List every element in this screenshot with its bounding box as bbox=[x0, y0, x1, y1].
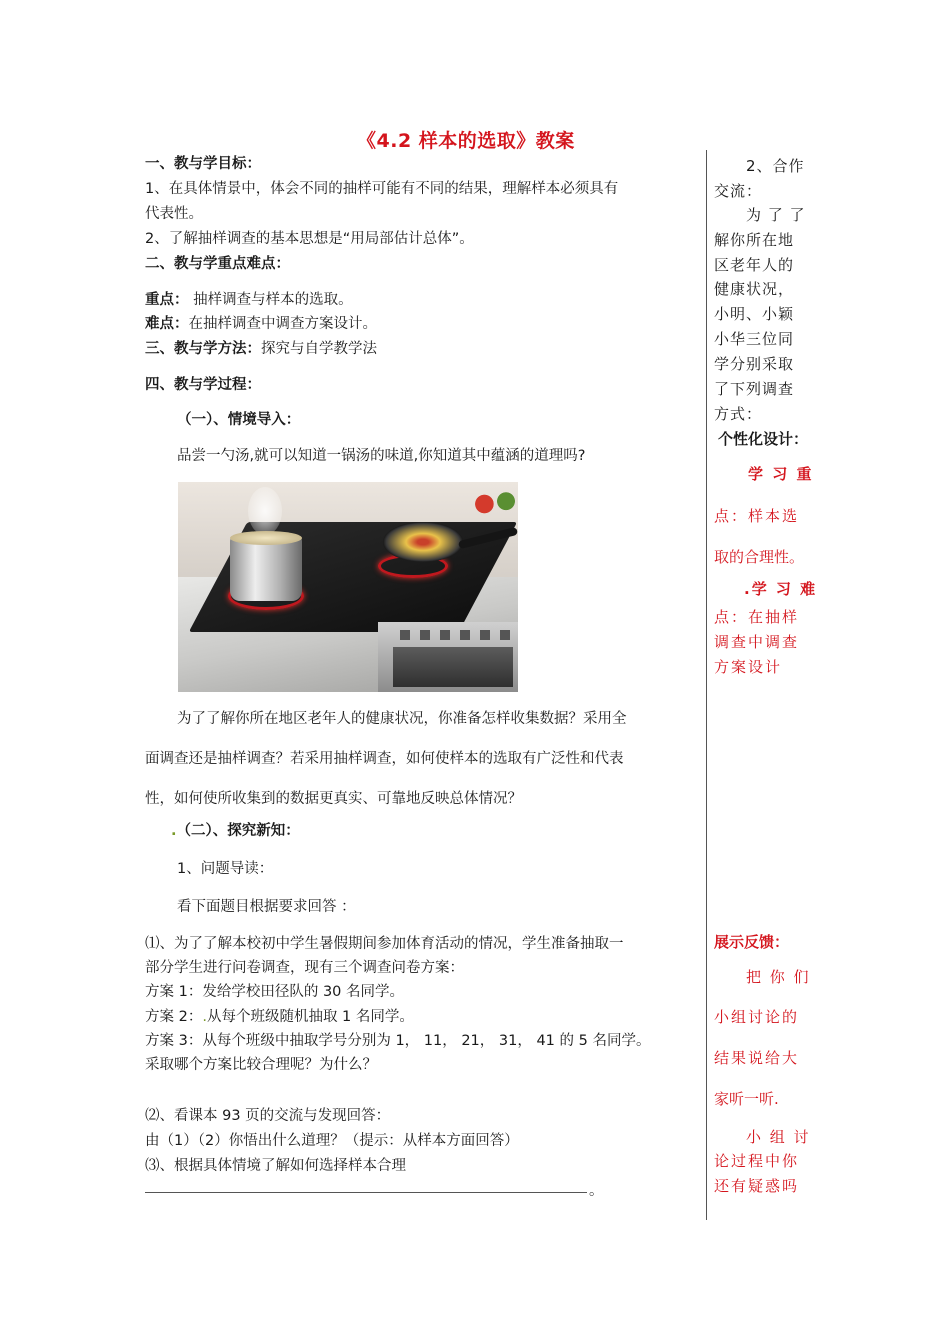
instruction: 看下面题目根据要求回答 ： bbox=[177, 899, 356, 915]
goal-1-line-2: 代表性。 bbox=[145, 206, 203, 222]
difficulty-label: 难点： bbox=[145, 316, 189, 332]
column-divider bbox=[706, 150, 707, 1220]
answer-blank bbox=[145, 1192, 587, 1193]
soup-surface bbox=[230, 531, 302, 545]
side-red-4: .学 习 难 bbox=[744, 580, 818, 598]
side-red-3: 取的合理性。 bbox=[714, 548, 805, 566]
section-heading-process: 四、教与学过程： bbox=[145, 377, 261, 393]
side-line-10: 了下列调查 bbox=[714, 380, 795, 398]
feedback-line-6: 论过程中你 bbox=[714, 1152, 800, 1170]
side-red-2: 点：样本选 bbox=[714, 507, 800, 525]
feedback-line-4: 家听一听. bbox=[714, 1090, 779, 1108]
plan-2-label: 方案 2： bbox=[145, 1009, 203, 1025]
vegetables bbox=[470, 490, 518, 518]
method-text: 探究与自学教学法 bbox=[261, 341, 377, 357]
side-line-6: 健康状况， bbox=[714, 280, 795, 298]
kitchen-stove-photo bbox=[178, 482, 518, 692]
side-line-4: 解你所在地 bbox=[714, 231, 795, 249]
method-label: 三、教与学方法： bbox=[145, 341, 261, 357]
key-label: 重点： bbox=[145, 292, 189, 308]
survey-question-line-3: 性，如何使所收集到的数据更真实、可靠地反映总体情况？ bbox=[145, 791, 522, 807]
subsection-situation: （一）、情境导入： bbox=[177, 412, 301, 428]
dot-mark: . bbox=[202, 1009, 207, 1025]
subsection-explore bbox=[171, 822, 300, 840]
survey-question-line-2: 面调查还是抽样调查？若采用抽样调查，如何使样本的选取有广泛性和代表 bbox=[145, 751, 624, 767]
feedback-line-7: 还有疑惑吗 bbox=[714, 1177, 800, 1195]
side-line-9: 学分别采取 bbox=[714, 355, 795, 373]
feedback-line-3: 结果说给大 bbox=[714, 1049, 800, 1067]
intro-question: 品尝一勺汤,就可以知道一锅汤的味道,你知道其中蕴涵的道理吗? bbox=[177, 448, 586, 464]
steam bbox=[248, 487, 282, 535]
key-point-line bbox=[145, 291, 353, 309]
personalized-design-heading: 个性化设计： bbox=[718, 430, 809, 448]
feedback-heading: 展示反馈： bbox=[714, 933, 790, 951]
side-line-2: 交流： bbox=[714, 182, 763, 200]
difficulty-text: 在抽样调查中调查方案设计。 bbox=[188, 316, 377, 332]
side-line-3: 为 了 了 bbox=[746, 206, 806, 224]
plan-2-text: 从每个班级随机抽取 1 名同学。 bbox=[206, 1009, 414, 1025]
plan-3: 方案 3：从每个班级中抽取学号分别为 1， 11， 21， 31， 41 的 5 名同学。 bbox=[145, 1033, 651, 1049]
which-plan-question: 采取哪个方案比较合理呢？为什么？ bbox=[145, 1057, 377, 1073]
plan-2 bbox=[145, 1008, 414, 1026]
side-red-5: 点：在抽样 bbox=[714, 608, 800, 626]
goal-2: 2、了解抽样调查的基本思想是“用局部估计总体”。 bbox=[145, 231, 474, 247]
stock-pot bbox=[230, 537, 302, 601]
feedback-line-5: 小 组 讨 bbox=[746, 1128, 811, 1146]
side-line-8: 小华三位同 bbox=[714, 330, 795, 348]
frying-pan bbox=[383, 522, 463, 562]
feedback-line-1: 把 你 们 bbox=[746, 968, 811, 986]
side-line-1: 2、合作 bbox=[746, 157, 805, 175]
section-heading-goals: 一、教与学目标： bbox=[145, 156, 261, 172]
side-line-7: 小明、小颖 bbox=[714, 305, 795, 323]
reading-guide: 1、问题导读： bbox=[177, 861, 274, 877]
goal-1-line-1: 1、在具体情景中，体会不同的抽样可能有不同的结果，理解样本必须具有 bbox=[145, 181, 619, 197]
problem-2: ⑵、看课本 93 页的交流与发现回答： bbox=[145, 1108, 391, 1124]
problem-2-prompt: 由（1）（2）你悟出什么道理？（提示：从样本方面回答） bbox=[145, 1133, 519, 1149]
section-heading-key-points: 二、教与学重点难点： bbox=[145, 256, 290, 272]
side-line-11: 方式： bbox=[714, 405, 763, 423]
oven-window bbox=[393, 647, 513, 687]
problem-3: ⑶、根据具体情境了解如何选择样本合理 bbox=[145, 1158, 406, 1174]
problem-1-line-2: 部分学生进行问卷调查，现有三个调查问卷方案： bbox=[145, 960, 464, 976]
method-line bbox=[145, 340, 377, 358]
side-red-1: 学 习 重 bbox=[748, 465, 814, 483]
side-line-5: 区老年人的 bbox=[714, 256, 795, 274]
problem-1-line-1: ⑴、为了了解本校初中学生暑假期间参加体育活动的情况，学生准备抽取一 bbox=[145, 936, 624, 952]
subsection-explore-label: （二）、探究新知： bbox=[176, 823, 300, 839]
dot-mark: . bbox=[171, 823, 177, 839]
difficulty-line bbox=[145, 315, 377, 333]
feedback-line-2: 小组讨论的 bbox=[714, 1008, 800, 1026]
side-red-6: 调查中调查 bbox=[714, 633, 800, 651]
page-title: 《4.2 样本的选取》教案 bbox=[357, 130, 575, 152]
oven-knobs bbox=[400, 630, 510, 640]
plan-1: 方案 1：发给学校田径队的 30 名同学。 bbox=[145, 984, 405, 1000]
survey-question-line-1: 为了了解你所在地区老年人的健康状况，你准备怎样收集数据？采用全 bbox=[177, 711, 627, 727]
answer-blank-end: 。 bbox=[589, 1183, 604, 1199]
key-text: 抽样调查与样本的选取。 bbox=[188, 292, 353, 308]
side-red-7: 方案设计 bbox=[714, 658, 783, 676]
